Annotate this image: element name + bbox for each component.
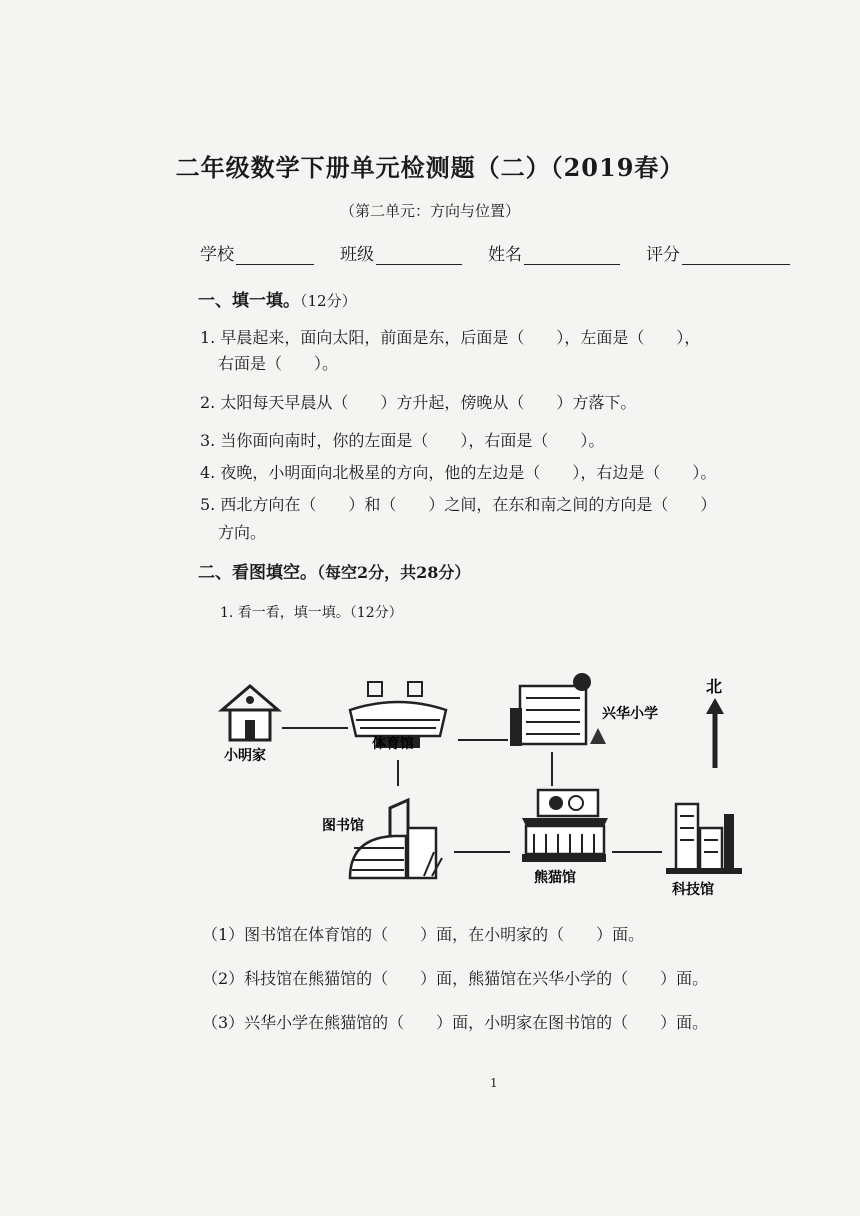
label-north: 北 [706,677,723,696]
label-gym: 体育馆 [372,736,414,752]
school-label: 学校 [200,245,234,265]
question-3: 3. 当你面向南时，你的左面是（ ），右面是（ ）。 [200,431,605,450]
page-title: 二年级数学下册单元检测题（二）（2019春） [175,153,685,182]
science-hall-icon [666,804,742,874]
subquestion-1-title: 1. 看一看，填一填。（12分） [220,605,403,621]
name-field [488,240,620,265]
label-science: 科技馆 [672,882,714,898]
home-icon [222,686,278,740]
school-field [200,240,314,265]
label-library: 图书馆 [322,818,364,834]
score-blank[interactable] [682,246,790,265]
class-field [340,240,462,265]
fill-question-3: （3）兴华小学在熊猫馆的（ ）面，小明家在图书馆的（ ）面。 [202,1013,709,1032]
map-diagram [210,668,770,908]
page-subtitle: （第二单元：方向与位置） [339,202,520,220]
label-panda: 熊猫馆 [534,870,576,886]
section1-title: 一、填一填。 [198,291,300,311]
fill-question-2: （2）科技馆在熊猫馆的（ ）面，熊猫馆在兴华小学的（ ）面。 [202,969,709,988]
section1-points: （12分） [300,292,357,310]
class-label: 班级 [340,245,374,265]
section2-heading [198,558,470,583]
score-label: 评分 [646,245,680,265]
question-5a: 5. 西北方向在（ ）和（ ）之间，在东和南之间的方向是（ ） [200,495,717,514]
section2-points: （每空2分，共28分） [317,563,471,582]
question-1b: 右面是（ ）。 [218,354,339,373]
student-info-row [200,240,790,265]
question-4: 4. 夜晚，小明面向北极星的方向，他的左边是（ ），右边是（ ）。 [200,463,717,482]
question-5b: 方向。 [218,523,267,542]
section1-heading [198,286,357,311]
library-icon [350,800,442,878]
school-blank[interactable] [236,246,314,265]
score-field [646,240,790,265]
section2-title: 二、看图填空。 [198,563,317,583]
name-blank[interactable] [524,246,620,265]
name-label: 姓名 [488,245,522,265]
label-home: 小明家 [224,748,266,764]
fill-question-1: （1）图书馆在体育馆的（ ）面，在小明家的（ ）面。 [202,925,645,944]
class-blank[interactable] [376,246,462,265]
question-1a: 1. 早晨起来，面向太阳，前面是东，后面是（ ），左面是（ ）， [200,328,701,347]
question-2: 2. 太阳每天早晨从（ ）方升起，傍晚从（ ）方落下。 [200,393,637,412]
panda-hall-icon [522,790,608,862]
north-arrow-icon [706,698,724,768]
school-icon [510,673,606,746]
page-number: 1 [490,1076,498,1090]
label-school: 兴华小学 [602,706,658,722]
